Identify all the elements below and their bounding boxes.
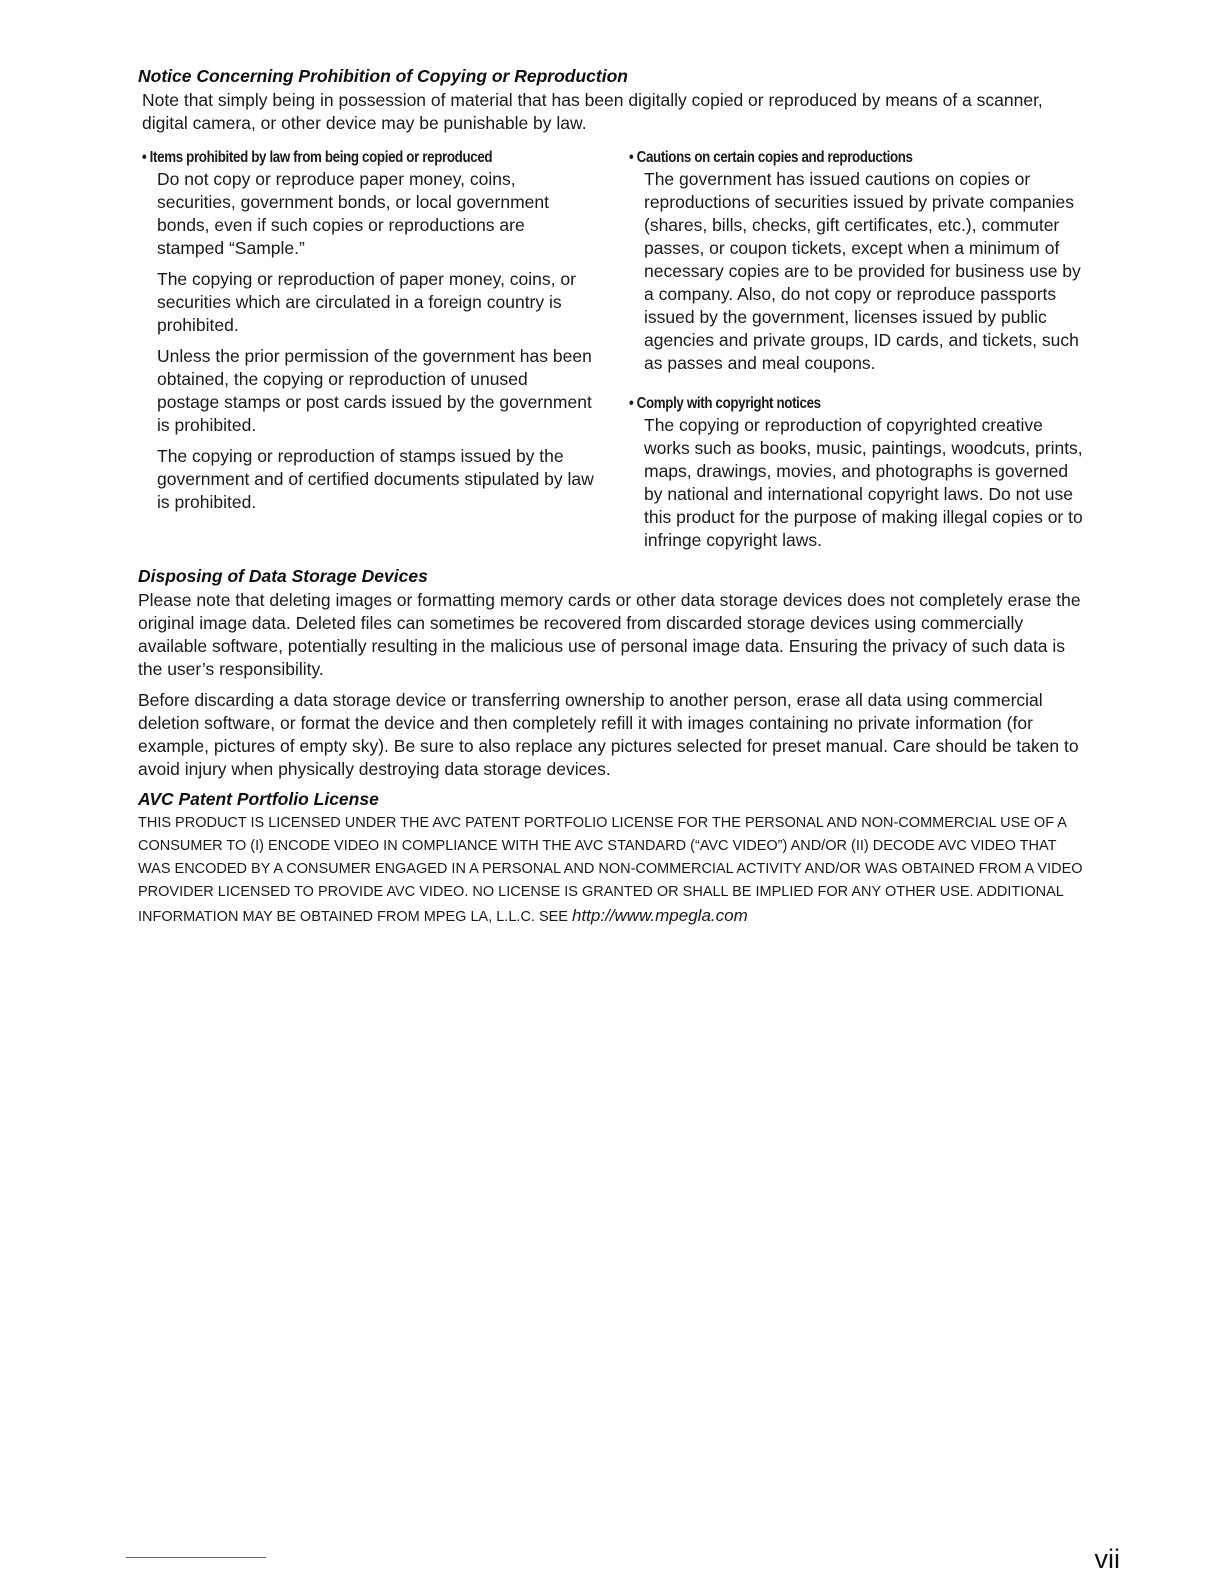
prohibited-paragraph: Do not copy or reproduce paper money, coins, securities, government bonds, or local government bonds, even if such copies or reproductions are stamped “Sample.” xyxy=(157,169,550,258)
copyright-body xyxy=(644,414,1084,552)
avc-section xyxy=(138,789,1084,929)
avc-license-body: THIS PRODUCT IS LICENSED UNDER THE AVC PATENT PORTFOLIO LICENSE FOR THE PERSONAL AND NON-COMMERCIAL USE OF A CONSUMER TO (I) ENCODE VIDEO IN COMPLIANCE WITH THE AVC STANDARD (“AVC VIDEO”) AND/OR (II) DECODE AVC VIDEO THAT WAS ENCODED BY A CONSUMER ENGAGED IN A PERSONAL AND NON-COMMERCIAL ACTIVITY AND/OR WAS OBTAINED FROM A VIDEO PROVIDER LICENSED TO PROVIDE AVC VIDEO. NO LICENSE IS GRANTED OR SHALL BE IMPLIED FOR ANY OTHER USE. ADDITIONAL INFORMATION MAY BE OBTAINED FROM MPEG LA, L.L.C. SEE xyxy=(138,815,1083,925)
cautions-title: • Cautions on certain copies and reproductions xyxy=(629,149,913,166)
page-content xyxy=(138,66,1084,937)
mpegla-link[interactable]: http://www.mpegla.com xyxy=(572,906,748,925)
cautions-paragraph: The government has issued cautions on copies or reproductions of securities issued by private companies (shares, bills, checks, gift certificates, etc.), commuter passes, or coupon tickets, except when a minimum of necessary copies are to be provided for business use by a company. Also, do not copy or reproduce passports issued by the government, licenses issued by public agencies and private groups, ID cards, and tickets, such as passes and meal coupons. xyxy=(644,169,1081,373)
avc-heading: AVC Patent Portfolio License xyxy=(138,789,379,809)
disposing-section xyxy=(138,566,1084,781)
left-column xyxy=(142,149,594,560)
disposing-paragraph-1: Please note that deleting images or formatting memory cards or other data storage devices does not completely erase the original image data. Deleted files can sometimes be recovered from discarded storage devices using commercially available software, potentially resulting in the malicious use of personal image data. Ensuring the privacy of such data is the user’s responsibility. xyxy=(138,590,1081,679)
avc-license-text xyxy=(138,812,1084,929)
page-number: vii xyxy=(1094,1544,1120,1574)
cautions-body xyxy=(644,168,1084,375)
disposing-heading: Disposing of Data Storage Devices xyxy=(138,566,428,586)
prohibited-items-title: • Items prohibited by law from being copied or reproduced xyxy=(142,149,493,166)
copyright-paragraph: The copying or reproduction of copyrighted creative works such as books, music, paintings, woodcuts, prints, maps, drawings, movies, and photographs is governed by national and international copyright laws. Do not use this product for the purpose of making illegal copies or to infringe copyright laws. xyxy=(644,415,1083,550)
notice-heading: Notice Concerning Prohibition of Copying or Reproduction xyxy=(138,66,628,86)
notice-intro: Note that simply being in possession of material that has been digitally copied or reproduced by means of a scanner, digital camera, or other device may be punishable by law. xyxy=(142,90,1043,133)
prohibited-items-body xyxy=(157,168,594,514)
prohibited-paragraph: Unless the prior permission of the government has been obtained, the copying or reproduction of unused postage stamps or post cards issued by the government is prohibited. xyxy=(157,346,592,435)
right-column xyxy=(629,149,1084,560)
footer-rule xyxy=(126,1557,266,1558)
notice-columns xyxy=(142,149,1084,560)
copyright-title: • Comply with copyright notices xyxy=(629,395,821,412)
disposing-paragraph-2: Before discarding a data storage device or transferring ownership to another person, erase all data using commercial deletion software, or format the device and then completely refill it with images containing no private information (for example, pictures of empty sky). Be sure to also replace any pictures selected for preset manual. Care should be taken to avoid injury when physically destroying data storage devices. xyxy=(138,690,1079,779)
prohibited-paragraph: The copying or reproduction of stamps issued by the government and of certified documents stipulated by law is prohibited. xyxy=(157,446,594,512)
prohibited-paragraph: The copying or reproduction of paper money, coins, or securities which are circulated in a foreign country is prohibited. xyxy=(157,269,576,335)
